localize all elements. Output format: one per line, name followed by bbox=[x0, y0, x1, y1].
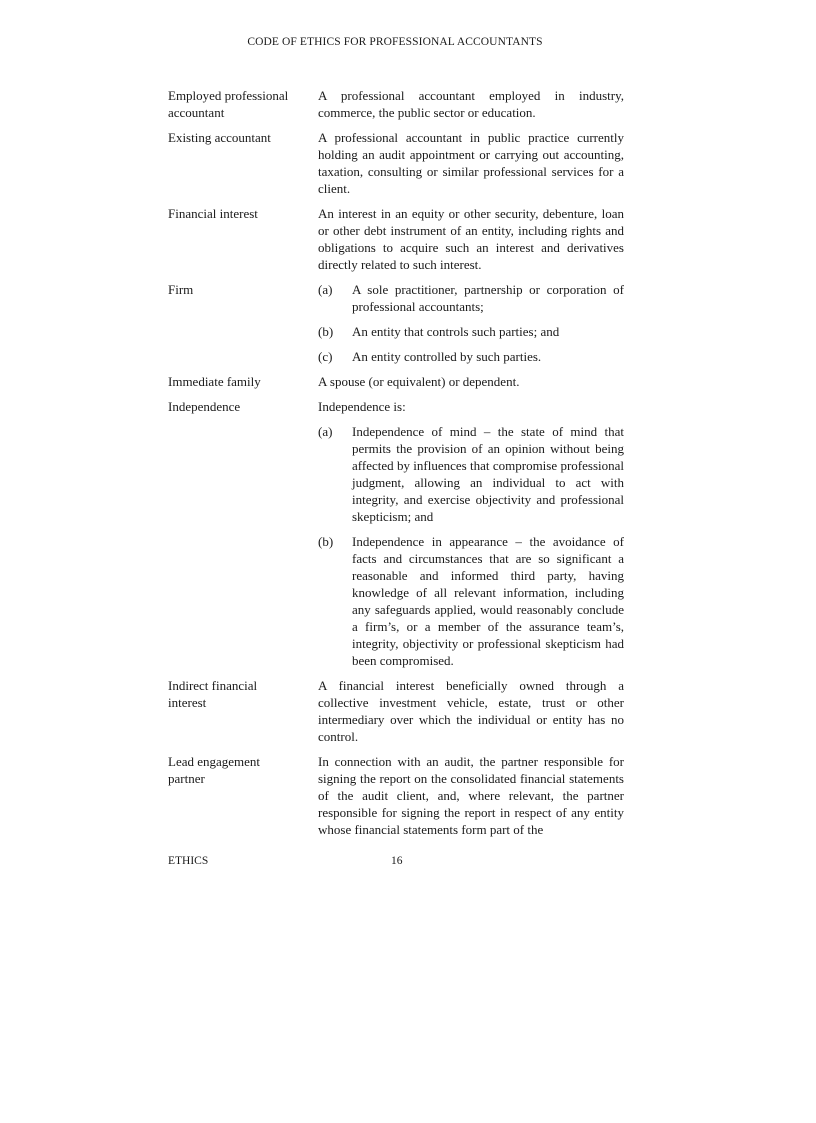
glossary-entry bbox=[168, 87, 624, 121]
list-item bbox=[318, 281, 624, 315]
item-text: An entity that controls such parties; and bbox=[352, 324, 560, 339]
glossary-entry bbox=[168, 753, 624, 838]
footer-section: ETHICS bbox=[168, 855, 209, 867]
item-label: (a) bbox=[318, 282, 333, 297]
glossary-entry bbox=[168, 677, 624, 745]
term: Lead engagement partner bbox=[168, 754, 261, 786]
item-label: (b) bbox=[318, 324, 334, 339]
item-label: (a) bbox=[318, 424, 333, 439]
item-label: (c) bbox=[318, 349, 333, 364]
glossary-entry bbox=[168, 398, 624, 669]
list-item bbox=[318, 323, 624, 340]
term: Immediate family bbox=[168, 374, 261, 389]
list-item bbox=[318, 423, 624, 525]
item-label: (b) bbox=[318, 534, 334, 549]
page-number: 16 bbox=[391, 855, 403, 867]
glossary-entry bbox=[168, 373, 624, 390]
item-text: Independence in appearance – the avoidance of facts and circumstances that are so significant a reasonable and informed third party, having knowledge of all relevant information, including any safeguards applied, would reasonably conclude a firm’s, or a member of the assurance team’s, integrity, objectivity or professional skepticism had been compromised. bbox=[352, 534, 624, 668]
term: Financial interest bbox=[168, 206, 258, 221]
definition: A professional accountant employed in industry, commerce, the public sector or education. bbox=[318, 88, 624, 120]
glossary-entry bbox=[168, 129, 624, 197]
term: Independence bbox=[168, 399, 241, 414]
term: Firm bbox=[168, 282, 194, 297]
list-item bbox=[318, 348, 624, 365]
glossary-entry bbox=[168, 281, 624, 365]
definition: In connection with an audit, the partner responsible for signing the report on the consolidated financial statements of the audit client, and, where relevant, the partner responsible for signing the report in respect of any entity whose financial statements form part of the bbox=[318, 754, 624, 837]
term: Indirect financial interest bbox=[168, 678, 258, 710]
definition: A professional accountant in public practice currently holding an audit appointment or carrying out accounting, taxation, consulting or similar professional services for a client. bbox=[318, 130, 624, 196]
definition: An interest in an equity or other security, debenture, loan or other debt instrument of an entity, including rights and obligations to acquire such an interest and derivatives directly related to such interest. bbox=[318, 206, 624, 272]
definition-intro: Independence is: bbox=[318, 399, 406, 414]
glossary-entry bbox=[168, 205, 624, 273]
item-text: Independence of mind – the state of mind that permits the provision of an opinion without being affected by influences that compromise professional judgment, allowing an individual to act with integrity, and exercise objectivity and professional skepticism; and bbox=[352, 424, 624, 524]
term: Existing accountant bbox=[168, 130, 271, 145]
definition bbox=[318, 281, 624, 365]
definition: A spouse (or equivalent) or dependent. bbox=[318, 374, 520, 389]
definition: A financial interest beneficially owned through a collective investment vehicle, estate, trust or other intermediary over which the individual or entity has no control. bbox=[318, 678, 624, 744]
term: Employed professional accountant bbox=[168, 88, 289, 120]
item-text: A sole practitioner, partnership or corporation of professional accountants; bbox=[352, 282, 624, 314]
definition bbox=[318, 398, 624, 669]
running-header: CODE OF ETHICS FOR PROFESSIONAL ACCOUNTANTS bbox=[247, 36, 543, 48]
list-item bbox=[318, 533, 624, 669]
item-text: An entity controlled by such parties. bbox=[352, 349, 542, 364]
glossary bbox=[168, 87, 624, 838]
